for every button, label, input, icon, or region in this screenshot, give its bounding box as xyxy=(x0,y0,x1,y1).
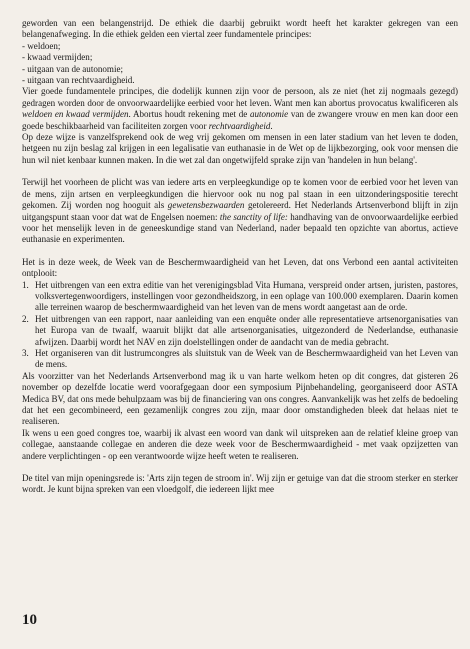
list-item: 2. Het uitbrengen van een rapport, naar aanleiding van een enquête onder alle representatieve artsenorganisaties van het Europa van de twaalf, waaruit blijkt dat alle artsenorganisaties, uitgezonderd de Nederlandse, euthanasie afwijzen. Daarbij wordt het NAV en zijn doelstellingen onder de aandacht van de media gebracht. xyxy=(22,313,458,347)
list-item: 1. Het uitbrengen van een extra editie van het verenigingsblad Vita Humana, verspreid onder artsen, juristen, pastores, volksvertegenwoordigers, instellingen voor gezondheidszorg, in een oplage van 100.000 exemplaren. Daarin komen alle terreinen waarop de beschermwaardigheid van het leven van de mens wordt aangetast aan de orde. xyxy=(22,279,458,313)
list-item: 3. Het organiseren van dit lustrumcongres als sluitstuk van de Week van de Beschermwaardigheid van het Leven van de mens. xyxy=(22,347,458,370)
page-number: 10 xyxy=(22,612,37,628)
paragraph: Het is in deze week, de Week van de Beschermwaardigheid van het Leven, dat ons Verbond een aantal activiteiten ontplooit: xyxy=(22,256,458,279)
paragraph: Als voorzitter van het Nederlands Artsenverbond mag ik u van harte welkom heten op dit congres, dat gisteren 26 november op dezelfde locatie werd voorafgegaan door een symposium Pijnbehandeling, georganiseerd door ASTA Medica BV, dat ons mede behulpzaam was bij de financiering van ons congres. Aanvankelijk was het zelfs de bedoeling dat het een gecombineerd, een gezamenlijk congres zou zijn, maar door omstandigheden bleek dat helaas niet te realiseren. xyxy=(22,370,458,427)
paragraph: Op deze wijze is vanzelfsprekend ook de weg vrij gekomen om mensen in een later stadium van het leven te doden, hetgeen nu zijn beslag zal krijgen in een legalisatie van euthanasie in de Wet op de lijkbezorging, ook voor mensen die hun wil niet kenbaar kunnen maken. In die wet zal dan ongetwijfeld sprake zijn van 'handelen in hun belang'. xyxy=(22,132,458,165)
page-body xyxy=(22,18,458,496)
principles-list xyxy=(22,41,458,87)
list-item: - kwaad vermijden; xyxy=(22,52,93,63)
activities-list xyxy=(22,280,458,371)
paragraph: Ik wens u een goed congres toe, waarbij ik alvast een woord van dank wil uitspreken aan de relatief kleine groep van collegae, aanstaande collegae en anderen die deze week voor de Beschermwaardigheid - met vaak opzijzetten van andere verplichtingen - op een verantwoorde wijze heeft weten te realiseren. xyxy=(22,427,458,461)
list-item: - uitgaan van de autonomie; xyxy=(22,63,123,74)
paragraph: Terwijl het voorheen de plicht was van iedere arts en verpleegkundige op te komen voor de eerbied voor het leven van de mens, zijn artsen en verpleegkundigen die hiervoor ook nu nog pal staan in een uitzonderingspositie terecht gekomen. Zij worden nog hooguit als gewetensbezwaarden getolereerd. Het Nederlands Artsenverbond blijft in zijn uitgangspunt staan voor dat wat de Engelsen noemen: the sanctity of life: handhaving van de onvoorwaardelijke eerbied voor het menselijk leven in de geneeskundige stand van Nederland, nader bepaald ten opzichte van abortus, actieve euthanasie en experimenten. xyxy=(22,177,459,245)
list-item: - weldoen; xyxy=(22,40,61,51)
paragraph: geworden van een belangenstrijd. De ethiek die daarbij gebruikt wordt heeft het karakter gekregen van een belangenafweging. In die ethiek gelden een viertal zeer fundamentele principes: xyxy=(22,18,458,40)
list-item: - uitgaan van rechtvaardigheid. xyxy=(22,75,135,86)
paragraph: De titel van mijn openingsrede is: 'Arts zijn tegen de stroom in'. Wij zijn er getuige van dat die stroom sterker en sterker wordt. Je kunt bijna spreken van een vloedgolf, die iedereen lijkt mee xyxy=(22,473,458,495)
paragraph: Vier goede fundamentele principes, die dodelijk kunnen zijn voor de persoon, als ze niet (het zij nogmaals gezegd) gedragen worden door de onvoorwaardelijke eerbied voor het leven. Want men kan abortus provocatus kwalificeren als weldoen en kwaad vermijden. Abortus houdt rekening met de autonomie van de zwangere vrouw en men kan door een goede beschikbaarheid van faciliteiten zorgen voor rechtvaardigheid. xyxy=(22,86,458,131)
